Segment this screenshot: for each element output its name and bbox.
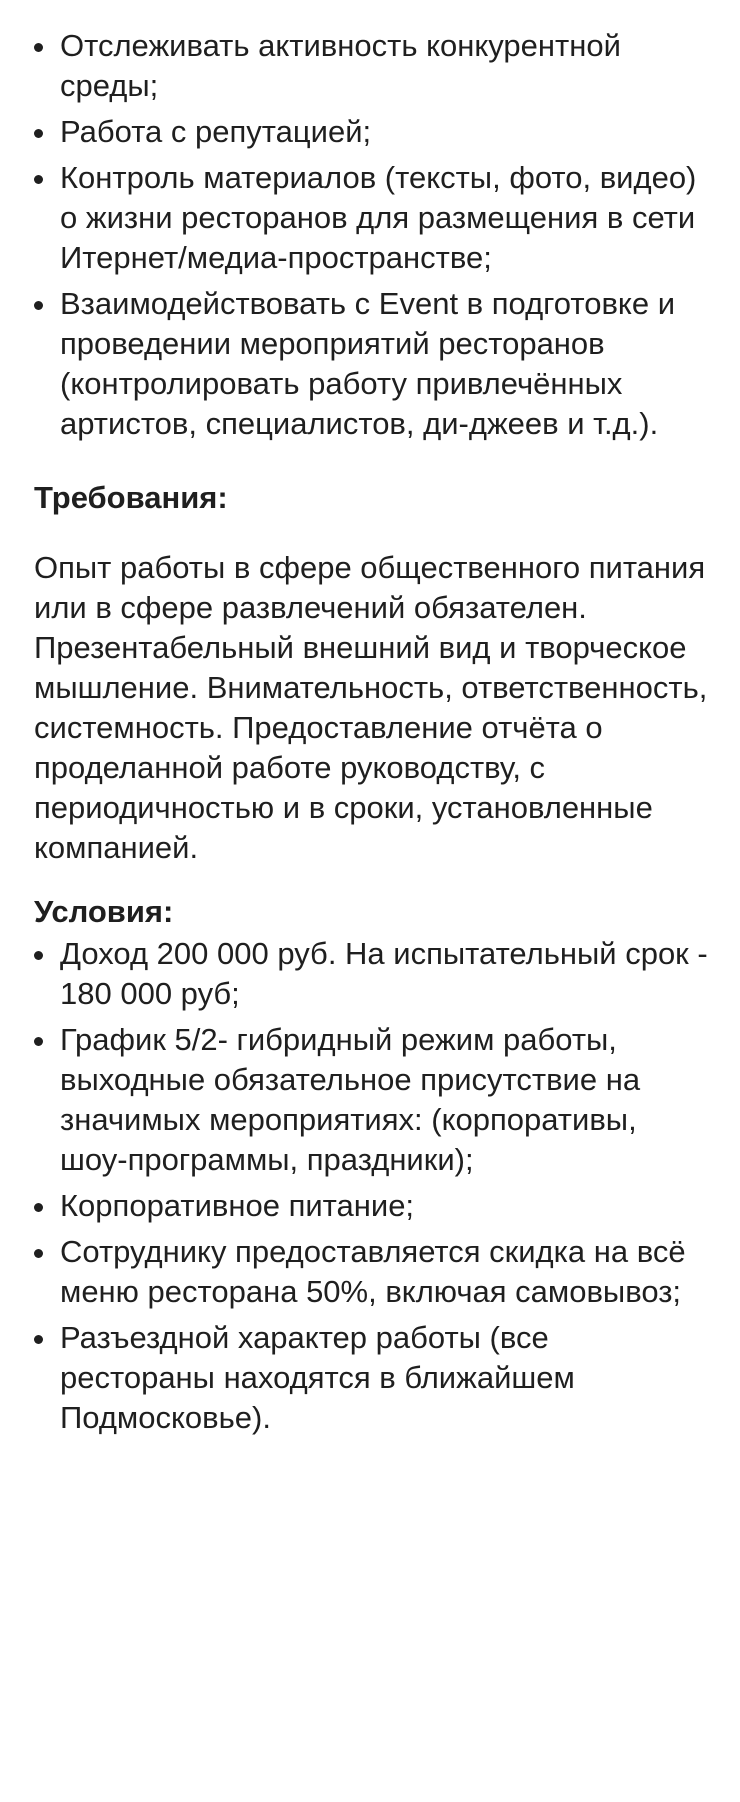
bullet-dot-icon bbox=[34, 1335, 43, 1344]
bullet-dot-icon bbox=[34, 129, 43, 138]
requirements-heading: Требования: bbox=[34, 480, 228, 515]
condition-text: Доход 200 000 руб. На испытательный срок - 180 000 руб; bbox=[60, 936, 708, 1011]
bullet-dot-icon bbox=[34, 1203, 43, 1212]
condition-text: График 5/2- гибридный режим работы, выходные обязательное присутствие на значимых мероприятиях: (корпоративы, шоу-программы, праздники); bbox=[60, 1022, 641, 1177]
bullet-dot-icon bbox=[34, 301, 43, 310]
duty-text: Контроль материалов (тексты, фото, видео) о жизни ресторанов для размещения в сети Итернет/медиа-пространстве; bbox=[60, 160, 697, 275]
list-item bbox=[34, 158, 710, 278]
list-item bbox=[34, 26, 710, 106]
bullet-dot-icon bbox=[34, 1249, 43, 1258]
list-item bbox=[34, 1020, 710, 1180]
duty-text: Отслеживать активность конкурентной среды; bbox=[60, 28, 621, 103]
bullet-dot-icon bbox=[34, 175, 43, 184]
list-item bbox=[34, 1318, 710, 1438]
requirements-text: Опыт работы в сфере общественного питания или в сфере развлечений обязателен. Презентабельный внешний вид и творческое мышление. Внимательность, ответственность, системность. Предоставление отчёта о проделанной работе руководству, с периодичностью и в сроки, установленные компанией. bbox=[34, 550, 708, 865]
conditions-heading: Условия: bbox=[34, 894, 174, 929]
condition-text: Сотруднику предоставляется скидка на всё меню ресторана 50%, включая самовывоз; bbox=[60, 1234, 686, 1309]
conditions-list bbox=[34, 934, 710, 1438]
duties-list bbox=[34, 26, 710, 444]
duty-text: Работа с репутацией; bbox=[60, 114, 372, 149]
bullet-dot-icon bbox=[34, 43, 43, 52]
list-item bbox=[34, 1232, 710, 1312]
condition-text: Разъездной характер работы (все рестораны находятся в ближайшем Подмосковье). bbox=[60, 1320, 575, 1435]
bullet-dot-icon bbox=[34, 1037, 43, 1046]
condition-text: Корпоративное питание; bbox=[60, 1188, 415, 1223]
list-item bbox=[34, 1186, 710, 1226]
list-item bbox=[34, 284, 710, 444]
bullet-dot-icon bbox=[34, 951, 43, 960]
list-item bbox=[34, 934, 710, 1014]
duty-text: Взаимодействовать с Event в подготовке и проведении мероприятий ресторанов (контролировать работу привлечённых артистов, специалистов, ди-джеев и т.д.). bbox=[60, 286, 676, 441]
list-item bbox=[34, 112, 710, 152]
